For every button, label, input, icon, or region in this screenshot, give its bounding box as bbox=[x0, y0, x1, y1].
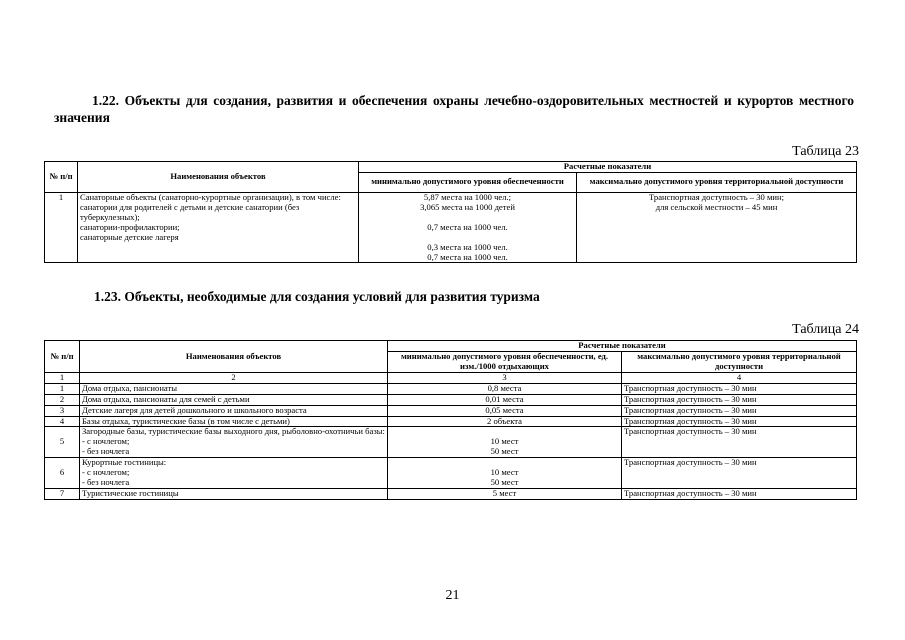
max-line: для сельской местности – 45 мин bbox=[655, 201, 778, 212]
header-calc: Расчетные показатели bbox=[359, 162, 857, 173]
name-line: санатории для родителей с детьми и детские санатории (без туберкулезных); bbox=[80, 201, 300, 222]
header-min: минимально допустимого уровня обеспеченности bbox=[359, 172, 577, 192]
page-number: 21 bbox=[445, 588, 460, 603]
max-line: Транспортная доступность – 30 мин; bbox=[649, 192, 784, 202]
min-line: 0,7 места на 1000 чел. bbox=[427, 251, 508, 262]
row-name: Дома отдыха, пансионаты для семей с детьми bbox=[80, 394, 388, 405]
row-num: 4 bbox=[45, 416, 80, 427]
table-row bbox=[45, 192, 857, 263]
min-line: 5,87 места на 1000 чел.; bbox=[423, 192, 512, 202]
name-line: - без ночлега bbox=[82, 446, 130, 457]
row-max: Транспортная доступность – 30 мин bbox=[622, 394, 857, 405]
table-row bbox=[45, 405, 857, 416]
min-line: 10 мест bbox=[490, 467, 519, 478]
row-min: 0,8 места bbox=[388, 383, 622, 394]
row-max bbox=[577, 192, 857, 263]
row-max: Транспортная доступность – 30 мин bbox=[622, 488, 857, 499]
name-line: Санаторные объекты (санаторно-курортные организации), в том числе: bbox=[80, 192, 341, 202]
row-name: Базы отдыха, туристические базы (в том числе с детьми) bbox=[80, 416, 388, 427]
name-line: Курортные гостиницы: bbox=[82, 457, 167, 468]
row-name: Дома отдыха, пансионаты bbox=[80, 383, 388, 394]
row-min bbox=[388, 458, 622, 489]
column-number: 2 bbox=[80, 372, 388, 383]
header-max: максимально допустимого уровня территориальной доступности bbox=[622, 351, 857, 372]
row-min: 5 мест bbox=[388, 488, 622, 499]
row-min: 0,05 места bbox=[388, 405, 622, 416]
row-num: 1 bbox=[45, 192, 78, 263]
header-calc: Расчетные показатели bbox=[388, 341, 857, 352]
min-line: 3,065 места на 1000 детей bbox=[420, 201, 515, 212]
row-max: Транспортная доступность – 30 мин bbox=[622, 383, 857, 394]
row-name bbox=[78, 192, 359, 263]
section-1-22-title: 1.22. Объекты для создания, развития и обеспечения охраны лечебно-оздоровительных местностей и курортов местного значения bbox=[54, 93, 854, 125]
table-row bbox=[45, 427, 857, 458]
header-num: № п/п bbox=[45, 341, 80, 373]
header-min: минимально допустимого уровня обеспеченности, ед. изм./1000 отдыхающих bbox=[388, 351, 622, 372]
row-num: 6 bbox=[45, 458, 80, 489]
name-line: Загородные базы, туристические базы выходного дня, рыболовно-охотничьи базы: bbox=[82, 426, 385, 437]
table-24-caption: Таблица 24 bbox=[792, 322, 859, 337]
header-num: № п/п bbox=[45, 162, 78, 193]
min-line: 0,7 места на 1000 чел. bbox=[427, 221, 508, 232]
row-name bbox=[80, 427, 388, 458]
name-line: - с ночлегом; bbox=[82, 467, 130, 478]
row-num: 2 bbox=[45, 394, 80, 405]
row-min bbox=[359, 192, 577, 263]
name-line: санатории-профилактории; bbox=[80, 221, 180, 232]
table-24 bbox=[44, 340, 857, 500]
table-23 bbox=[44, 161, 857, 263]
min-line: 0,3 места на 1000 чел. bbox=[427, 241, 508, 252]
row-min: 0,01 места bbox=[388, 394, 622, 405]
table-row bbox=[45, 488, 857, 499]
row-name: Детские лагеря для детей дошкольного и школьного возраста bbox=[80, 405, 388, 416]
min-line: 50 мест bbox=[490, 446, 519, 457]
min-line: 50 мест bbox=[490, 476, 519, 487]
row-max: Транспортная доступность – 30 мин bbox=[622, 427, 857, 458]
table-row bbox=[45, 416, 857, 427]
section-1-23-title: 1.23. Объекты, необходимые для создания условий для развития туризма bbox=[94, 289, 540, 304]
row-num: 7 bbox=[45, 488, 80, 499]
row-max: Транспортная доступность – 30 мин bbox=[622, 405, 857, 416]
row-name: Туристические гостиницы bbox=[80, 488, 388, 499]
header-max: максимально допустимого уровня территориальной доступности bbox=[577, 172, 857, 192]
column-number: 1 bbox=[45, 372, 80, 383]
min-line: 10 мест bbox=[490, 436, 519, 447]
row-max: Транспортная доступность – 30 мин bbox=[622, 458, 857, 489]
name-line: - с ночлегом; bbox=[82, 436, 130, 447]
table-row bbox=[45, 458, 857, 489]
row-max: Транспортная доступность – 30 мин bbox=[622, 416, 857, 427]
table-row bbox=[45, 383, 857, 394]
name-line: - без ночлега bbox=[82, 476, 130, 487]
table-23-caption: Таблица 23 bbox=[792, 144, 859, 159]
row-name bbox=[80, 458, 388, 489]
column-number: 3 bbox=[388, 372, 622, 383]
header-name: Наименования объектов bbox=[80, 341, 388, 373]
table-row bbox=[45, 394, 857, 405]
row-num: 5 bbox=[45, 427, 80, 458]
name-line: санаторные детские лагеря bbox=[80, 231, 179, 242]
column-number: 4 bbox=[622, 372, 857, 383]
header-name: Наименования объектов bbox=[78, 162, 359, 193]
row-min bbox=[388, 427, 622, 458]
row-min: 2 объекта bbox=[388, 416, 622, 427]
row-num: 3 bbox=[45, 405, 80, 416]
row-num: 1 bbox=[45, 383, 80, 394]
